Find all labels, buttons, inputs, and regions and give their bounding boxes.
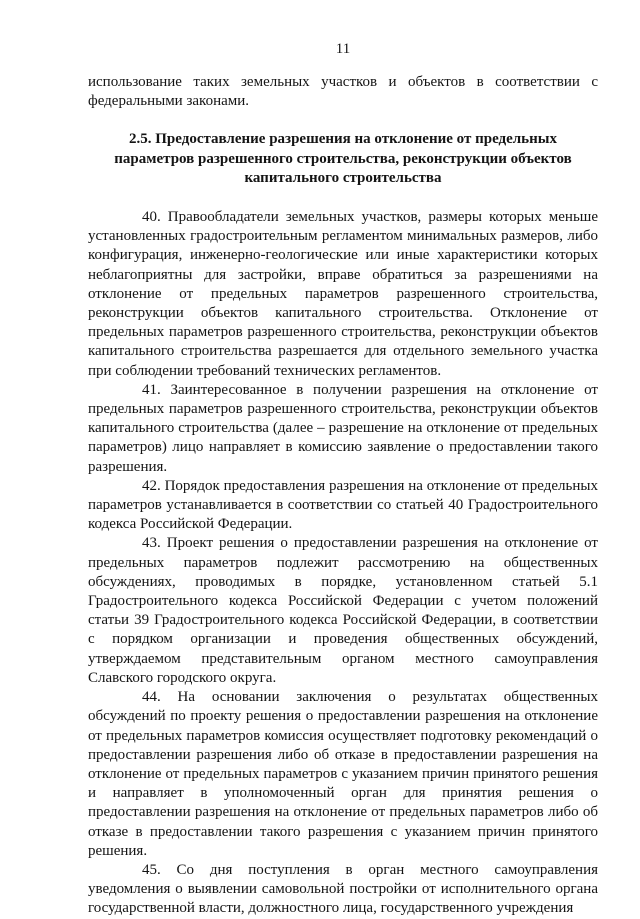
document-page (88, 40, 598, 919)
section-heading-line: параметров разрешенного строительства, реконструкции объектов (114, 150, 572, 167)
paragraph-40: 40. Правообладатели земельных участков, размеры которых меньше установленных градостроительным регламентом минимальных размеров, либо конфигурация, инженерно-геологические или иные характеристики которых неблагоприятны для застройки, вправе обратиться за разрешениями на отклонение от предельных параметров разрешенного строительства, реконструкции объектов капитального строительства. Отклонение от предельных параметров разрешенного строительства, реконструкции объектов капитального строительства разрешается для отдельного земельного участка при соблюдении требований технических регламентов. (88, 209, 598, 379)
section-heading-line: 2.5. Предоставление разрешения на отклонение от предельных (129, 131, 557, 148)
paragraph-45: 45. Со дня поступления в орган местного самоуправления уведомления о выявлении самовольной постройки от исполнительного органа государственной власти, должностного лица, государственного учреждения (88, 861, 598, 917)
paragraph-43: 43. Проект решения о предоставлении разрешения на отклонение от предельных параметров подлежит рассмотрению на общественных обсуждениях, проводимых в порядке, установленном статьей 5.1 Градостроительного кодекса Российской Федерации с учетом положений статьи 39 Градостроительного кодекса Российской Федерации, в соответствии с порядком организации и проведения общественных обсуждений, утверждаемом представительным органом местного самоуправления Славского городского округа. (88, 535, 598, 686)
page-number: 11 (335, 41, 351, 57)
paragraph-41: 41. Заинтересованное в получении разрешения на отклонение от предельных параметров разрешенного строительства, реконструкции объектов капитального строительства (далее – разрешение на отклонение от предельных параметров) лицо направляет в комиссию заявление о предоставлении такого разрешения. (88, 381, 598, 475)
section-heading (88, 130, 598, 188)
paragraph-44: 44. На основании заключения о результатах общественных обсуждений по проекту решения о предоставлении разрешения на отклонение от предельных параметров комиссия осуществляет подготовку рекомендаций о предоставлении разрешения либо об отказе в предоставлении разрешения на отклонение от предельных параметров с указанием причин принятого решения и направляет в уполномоченный орган для принятия решения о предоставлении разрешения на отклонение от предельных параметров либо об отказе в предоставлении такого разрешения с указанием причин принятого решения. (88, 689, 598, 859)
intro-paragraph: использование таких земельных участков и объектов в соответствии с федеральными законами. (88, 74, 598, 110)
section-heading-line: капитального строительства (244, 169, 442, 186)
paragraph-42: 42. Порядок предоставления разрешения на отклонение от предельных параметров устанавливается в соответствии со статьей 40 Градостроительного кодекса Российской Федерации. (88, 477, 598, 533)
